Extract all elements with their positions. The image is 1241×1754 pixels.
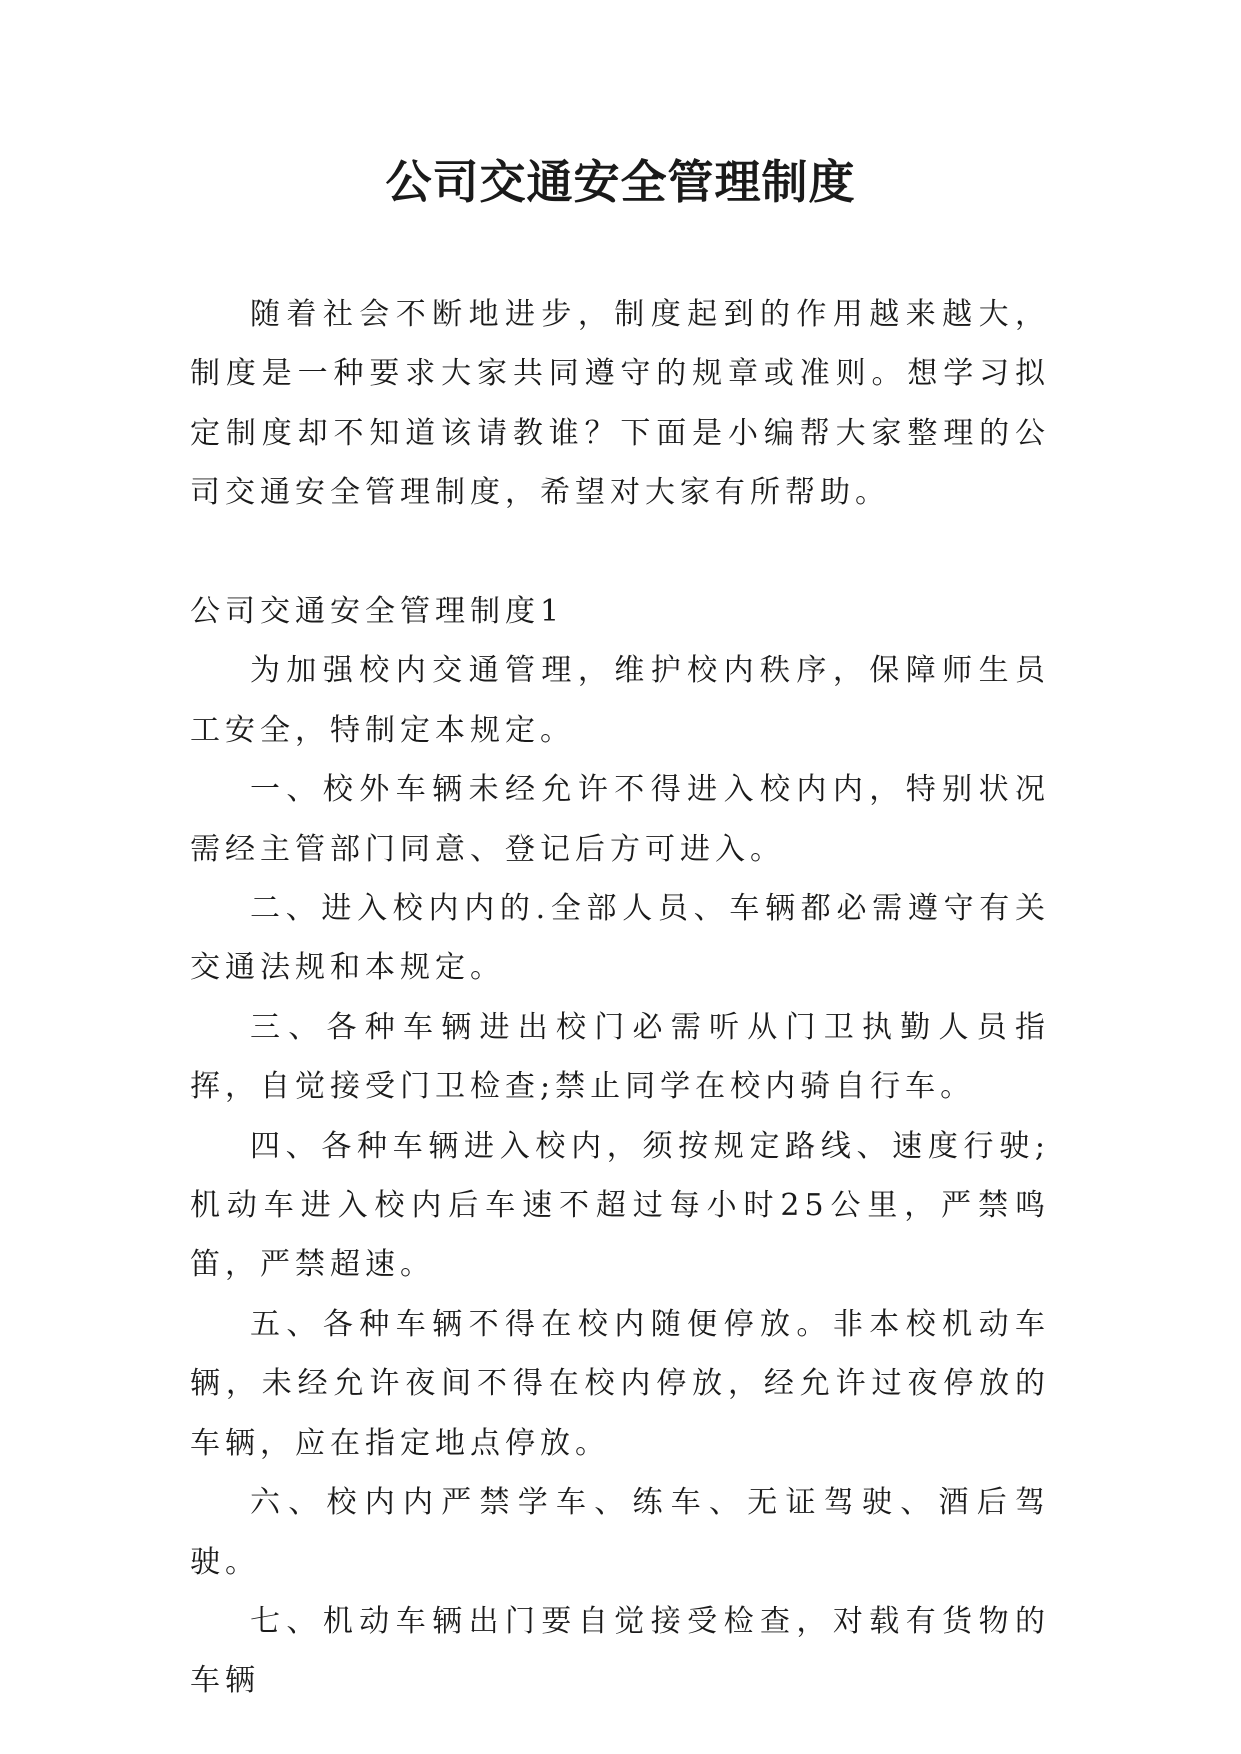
paragraph-rule-6: 六、校内内严禁学车、练车、无证驾驶、酒后驾驶。 (190, 1485, 1050, 1580)
section-spacer (190, 523, 1050, 582)
document-title: 公司交通安全管理制度 (385, 155, 856, 209)
intro-paragraph: 随着社会不断地进步，制度起到的作用越来越大，制度是一种要求大家共同遵守的规章或准则。想学习拟定制度却不知道该请教谁？下面是小编帮大家整理的公司交通安全管理制度，希望对大家有所帮助。 (190, 297, 1050, 511)
paragraph-rule-4: 四、各种车辆进入校内，须按规定路线、速度行驶;机动车进入校内后车速不超过每小时25公里，严禁鸣笛，严禁超速。 (190, 1128, 1050, 1283)
section-heading: 公司交通安全管理制度1 (190, 594, 565, 630)
paragraph-rule-2: 二、进入校内内的.全部人员、车辆都必需遵守有关交通法规和本规定。 (190, 891, 1050, 986)
paragraph-rule-1: 一、校外车辆未经允许不得进入校内内，特别状况需经主管部门同意、登记后方可进入。 (190, 772, 1050, 867)
paragraph-rule-3: 三、各种车辆进出校门必需听从门卫执勤人员指挥，自觉接受门卫检查;禁止同学在校内骑自行车。 (190, 1009, 1050, 1105)
paragraph-purpose: 为加强校内交通管理，维护校内秩序，保障师生员工安全，特制定本规定。 (190, 653, 1050, 748)
paragraph-rule-7: 七、机动车辆出门要自觉接受检查，对载有货物的车辆 (190, 1603, 1050, 1699)
document-body (190, 285, 1050, 1711)
paragraph-rule-5: 五、各种车辆不得在校内随便停放。非本校机动车辆，未经允许夜间不得在校内停放，经允许过夜停放的车辆，应在指定地点停放。 (190, 1306, 1050, 1461)
